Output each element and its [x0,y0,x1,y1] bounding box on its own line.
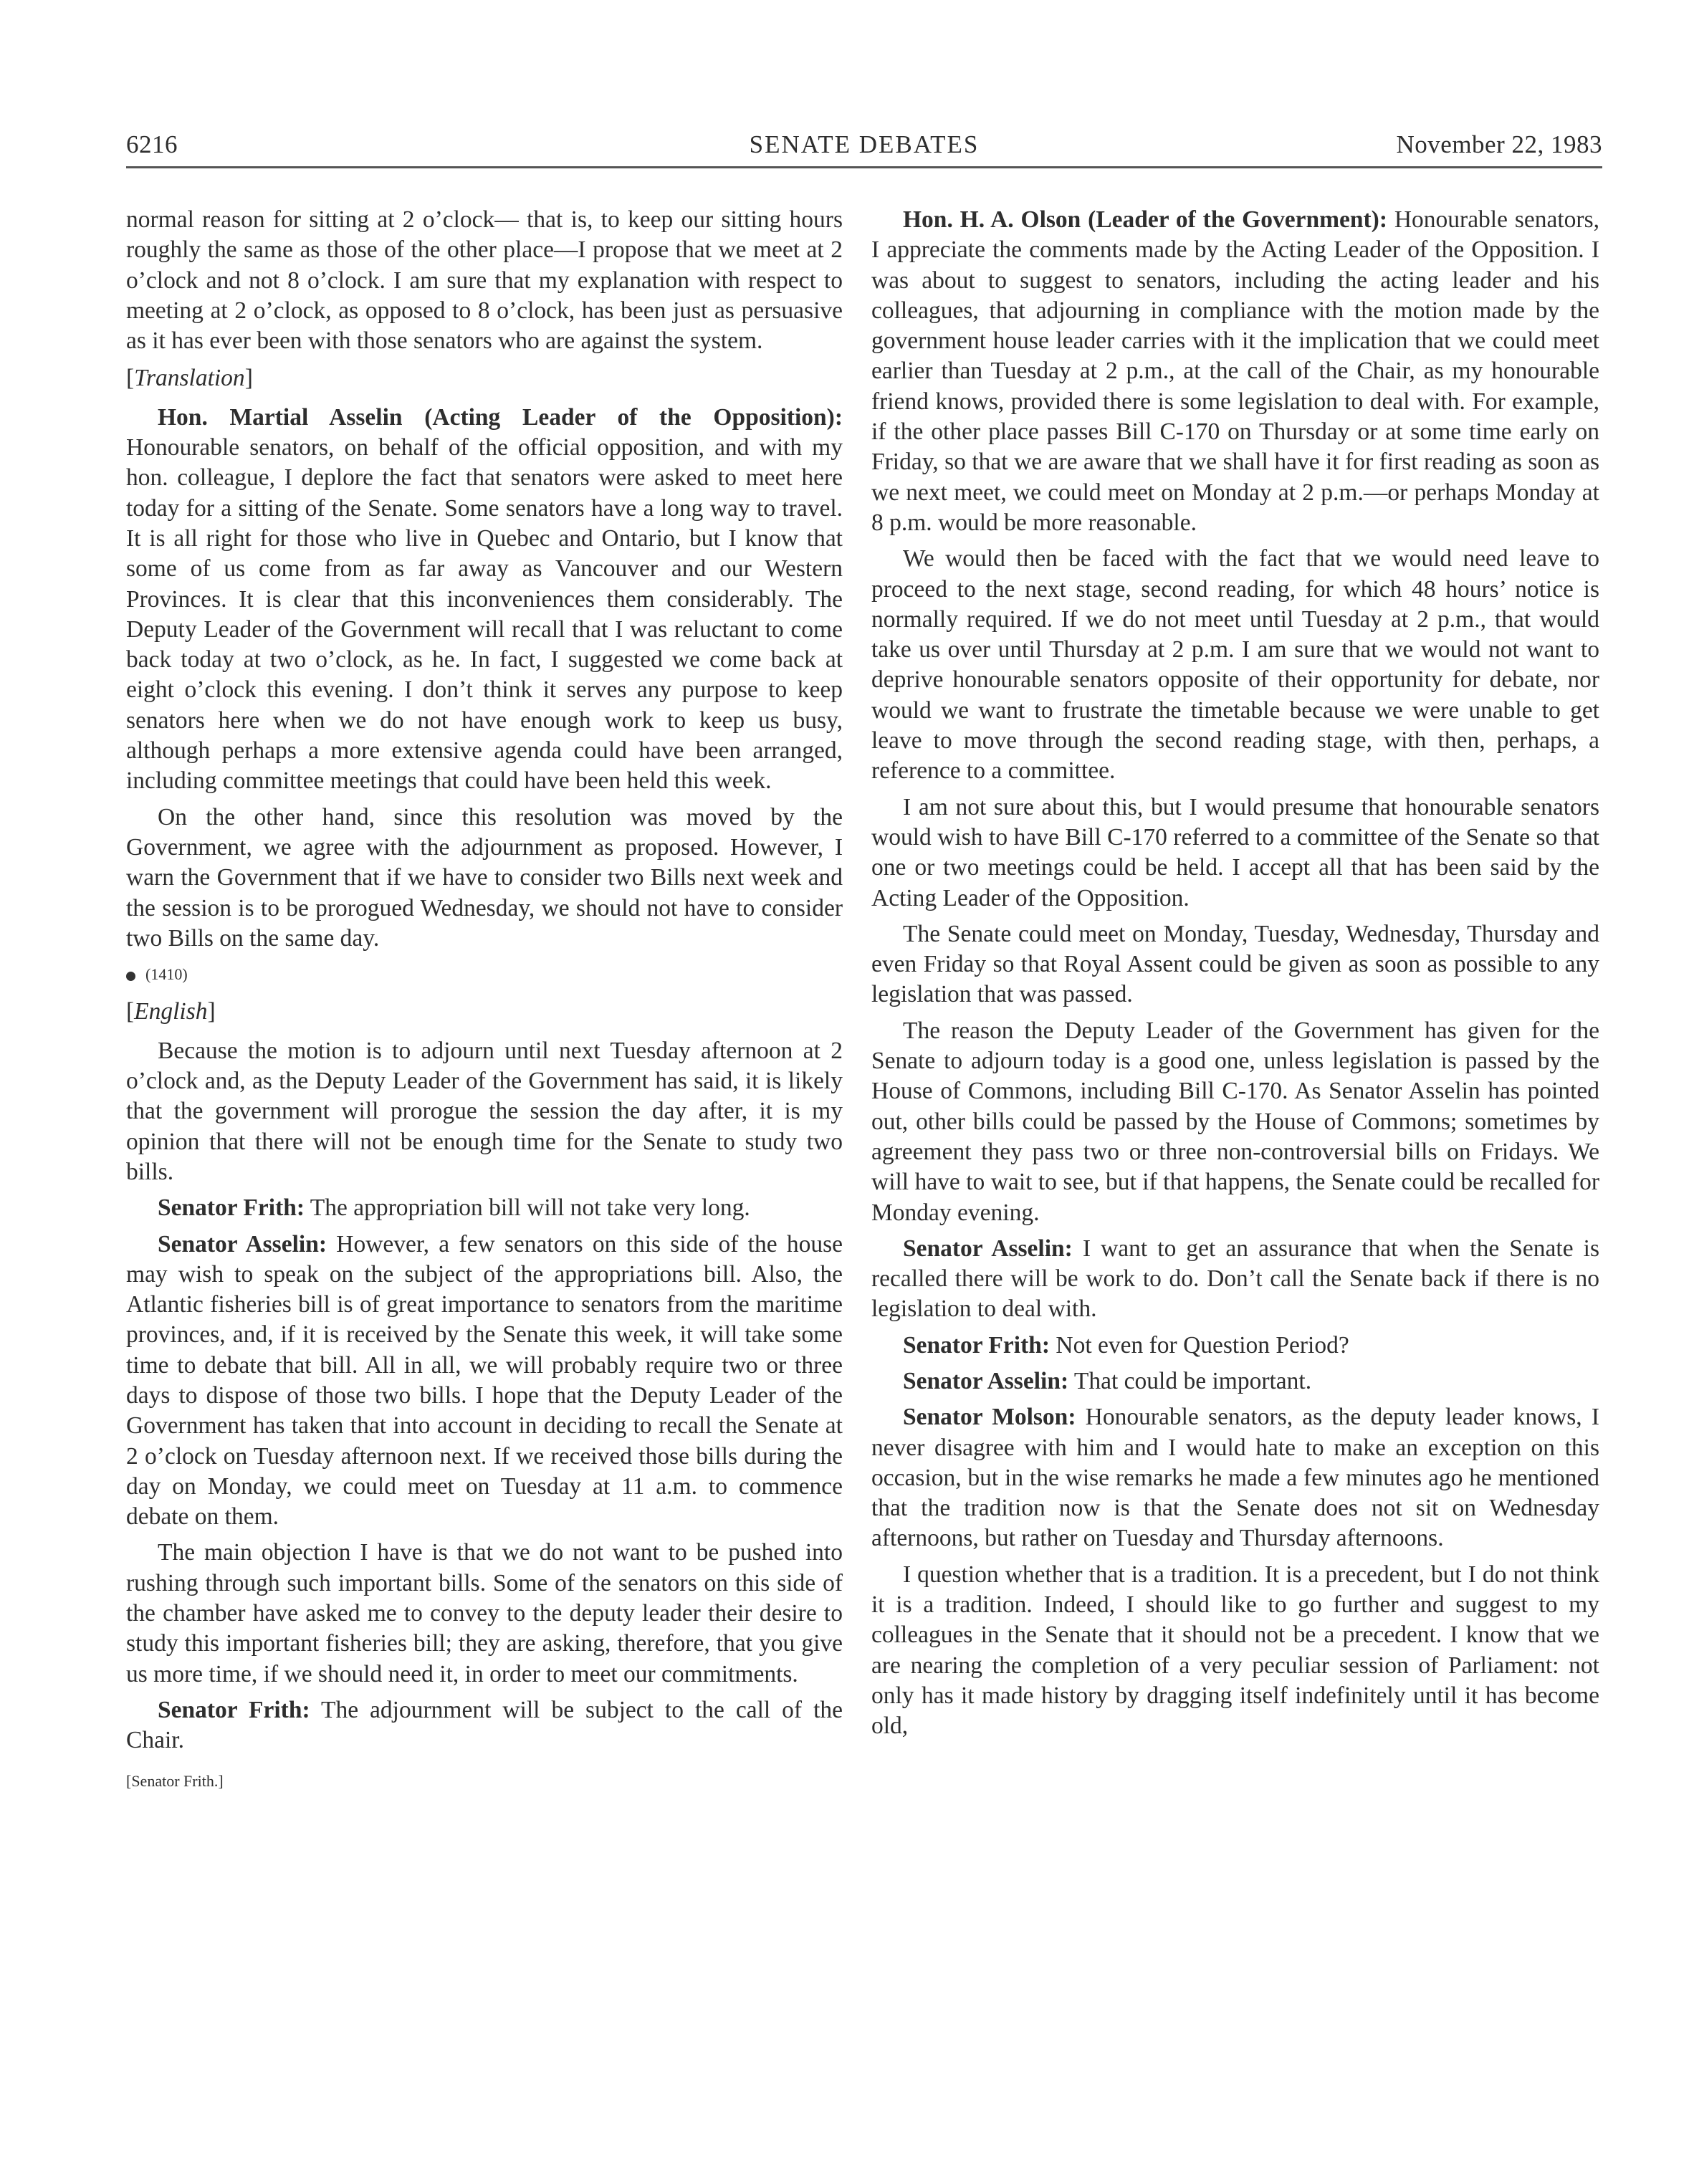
paragraph [126,1193,843,1223]
speaker-name: Senator Frith: [158,1696,310,1723]
speech-text: Honourable senators, on behalf of the official opposition, and with my hon. colleague, I deplore the fact that senators were asked to meet here today for a sitting of the Senate. Some senators have a long way to travel. It is all right for those who live in Quebec and Ontario, but I know that some of us come from as far away as Vancouver and our Western Provinces. It is clear that this inconveniences them considerably. The Deputy Leader of the Government will recall that I was reluctant to come back today at two o’clock, as he. In fact, I suggested we come back at eight o’clock this evening. I don’t think it serves any purpose to keep senators here when we do not have enough work to keep us busy, although perhaps a more extensive agenda could have been arranged, including committee meetings that could have been held this week. [126,434,843,795]
bullet-icon [126,972,135,981]
speech-text: The adjournment will be subject to the call of the Chair. [126,1696,843,1754]
paragraph: Because the motion is to adjourn until next Tuesday afternoon at 2 o’clock and, as the Deputy Leader of the Government has said, it is likely that the government will prorogue the session the day after, it is my opinion that there will not be enough time for the Senate to study two bills. [126,1037,843,1185]
right-column [871,205,1599,1748]
page-number: 6216 [126,130,178,158]
speaker-name: Senator Asselin: [903,1235,1073,1262]
publication-title: SENATE DEBATES [749,130,980,158]
speaker-name: Senator Molson: [903,1404,1076,1431]
speech-text: The appropriation bill will not take very long. [305,1194,750,1222]
paragraph: The reason the Deputy Leader of the Government has given for the Senate to adjourn today is a good one, unless legislation is passed by the House of Commons, including Bill C-170. As Senator Asselin has pointed out, other bills could be passed by the House of Commons; sometimes by agreement they pass two or three non-controversial bills on Fridays. We will have to wait to see, but if that happens, the Senate could be recalled for Monday evening. [871,1017,1599,1226]
paragraph [126,403,843,797]
speech-text: I want to get an assurance that when the Senate is recalled there will be work to do. Don’t call the Senate back if there is no legislation to deal with. [871,1235,1599,1323]
speech-text: Honourable senators, as the deputy leader knows, I never disagree with him and I would hate to make an exception on this occasion, but in the wise remarks he made a few minutes ago he mentioned that the tradition now is that the Senate does not sit on Wednesday afternoons, but rather on Tuesday and Thursday afternoons. [871,1404,1599,1552]
left-column [126,205,843,1802]
speaker-name: Senator Frith: [158,1194,305,1222]
paragraph: I question whether that is a tradition. It is a precedent, but I do not think it is a tradition. Indeed, I should like to go further and suggest to my colleagues in the Senate that it should not be a precedent. I know that we are nearing the completion of a very peculiar session of Parliament: not only has it made history by dragging itself indefinitely until it has become old, [871,1561,1599,1740]
paragraph [871,1234,1599,1325]
paragraph: normal reason for sitting at 2 o’clock— that is, to keep our sitting hours roughly the same as those of the other place—I propose that we meet at 2 o’clock and not 8 o’clock. I am sure that my explanation with respect to meeting at 2 o’clock, as opposed to 8 o’clock, has been just as persuasive as it has ever been with those senators who are against the system. [126,206,843,355]
paragraph [871,1331,1599,1361]
language-tag-english: [English] [126,998,216,1025]
paragraph [126,1230,843,1533]
paragraph: The main objection I have is that we do not want to be pushed into rushing through such important bills. Some of the senators on this side of the chamber have asked me to convey to the deputy leader their desire to study this important fisheries bill; they are asking, therefore, that you give us more time, if we should need it, in order to meet our commitments. [126,1539,843,1687]
paragraph: The Senate could meet on Monday, Tuesday, Wednesday, Thursday and even Friday so that Royal Assent could be given as soon as possible to any legislation that was passed. [871,920,1599,1008]
speaker-name: Senator Asselin: [903,1367,1069,1394]
speech-text: Honourable senators, I appreciate the comments made by the Acting Leader of the Opposition. I was about to suggest to senators, including the acting leader and his colleagues, that adjourning in compliance with the motion made by the government house leader carries with it the implication that we could meet earlier than Tuesday at 2 p.m., at the call of the Chair, as my honourable friend knows, provided there is some legislation to deal with. For example, if the other place passes Bill C-170 on Thursday or at some time early on Friday, so that we are aware that we shall have it for first reading as soon as we next meet, we could meet on Monday at 2 p.m.—or perhaps Monday at 8 p.m. would be more reasonable. [871,206,1599,536]
page-header [126,122,1602,168]
paragraph [871,205,1599,538]
paragraph [126,1695,843,1756]
speaker-name: Hon. Martial Asselin (Acting Leader of the Opposition): [158,403,843,431]
language-tag-translation: [Translation] [126,365,253,392]
speech-text: That could be important. [1068,1367,1312,1394]
speaker-name: Hon. H. A. Olson (Leader of the Government): [903,206,1387,233]
paragraph: On the other hand, since this resolution was moved by the Government, we agree with the adjournment as proposed. However, I warn the Government that if we have to consider two Bills next week and the session is to be prorogued Wednesday, we should not have to consider two Bills on the same day. [126,803,843,952]
speech-text: Not even for Question Period? [1050,1331,1349,1359]
paragraph [871,1366,1599,1397]
paragraph: I am not sure about this, but I would presume that honourable senators would wish to have Bill C-170 referred to a committee of the Senate so that one or two meetings could be held. I accept all that has been said by the Acting Leader of the Opposition. [871,793,1599,911]
speech-text: However, a few senators on this side of the house may wish to speak on the subject of the appropriations bill. Also, the Atlantic fisheries bill is of great importance to senators from the maritime provinces, and, if it is received by the Senate this week, it will take some time to debate that bill. All in all, we will probably require two or three days to dispose of those two bills. I hope that the Deputy Leader of the Government has taken that into account in deciding to recall the Senate at 2 o’clock on Tuesday afternoon next. If we received those bills during the day on Monday, we could meet on Tuesday at 11 a.m. to commence debate on them. [126,1230,843,1531]
running-footer: [Senator Frith.] [126,1771,224,1790]
speaker-name: Senator Frith: [903,1331,1051,1359]
publication-date: November 22, 1983 [1396,130,1602,158]
speaker-name: Senator Asselin: [158,1230,327,1258]
time-marker: (1410) [126,959,843,990]
paragraph [871,1402,1599,1553]
paragraph: We would then be faced with the fact that we would need leave to proceed to the next stage, second reading, for which 48 hours’ notice is normally required. If we do not meet until Tuesday at 2 p.m., that would take us over until Thursday at 2 p.m. I am sure that we would not want to deprive honourable senators opposite of their opportunity for debate, nor would we want to frustrate the timetable because we were unable to get leave to move through the second reading stage, with then, perhaps, a reference to a committee. [871,545,1599,785]
